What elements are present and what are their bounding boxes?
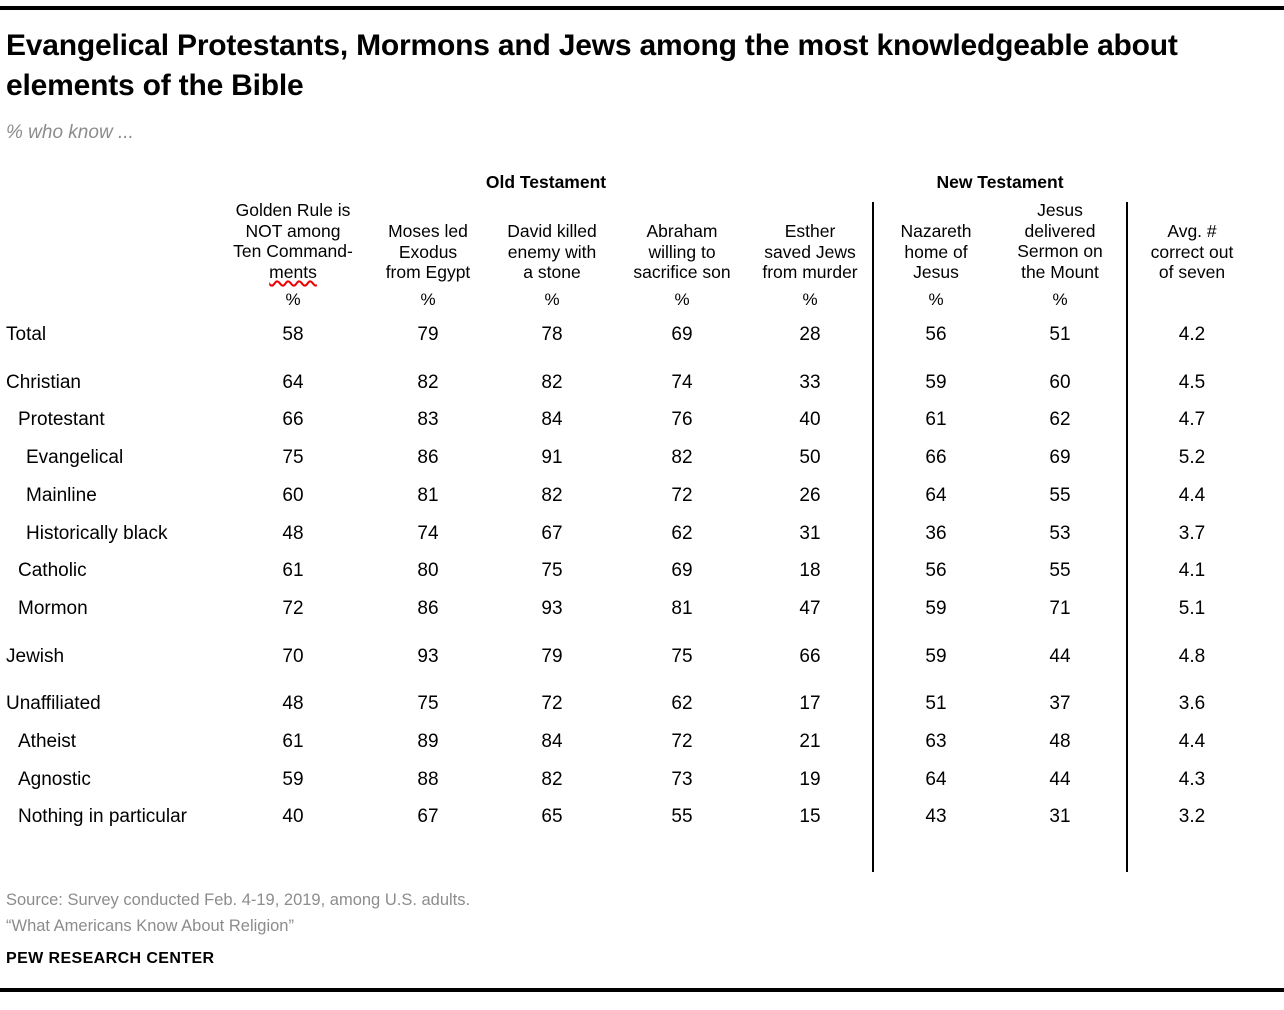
table-cell: 63 xyxy=(925,731,947,752)
table-row xyxy=(0,806,1284,834)
column-header-line: Golden Rule is xyxy=(235,200,351,220)
column-header-line: correct out xyxy=(1150,241,1234,262)
table-cell: 82 xyxy=(417,371,439,393)
table-cell: 61 xyxy=(282,560,304,582)
column-group-header-row xyxy=(0,170,1284,196)
column-header-line: Ten Command- xyxy=(233,241,353,262)
top-rule xyxy=(0,6,1284,10)
table-cell: 82 xyxy=(541,768,563,790)
row-label: Nothing in particular xyxy=(18,806,187,828)
table-cell: 55 xyxy=(1049,560,1071,582)
column-header-line: NOT among xyxy=(245,220,341,241)
table-cell: 65 xyxy=(541,806,563,828)
table-cell: 62 xyxy=(1049,409,1071,431)
table-cell: 59 xyxy=(925,371,947,393)
table-cell: 37 xyxy=(1049,693,1071,715)
table-cell: 56 xyxy=(925,560,947,582)
column-header-line: a stone xyxy=(523,262,581,283)
table-cell: 67 xyxy=(417,806,439,828)
row-label: Mormon xyxy=(18,597,88,619)
table-cell: 44 xyxy=(1049,645,1071,667)
table-cell: 67 xyxy=(541,522,563,544)
row-label: Unaffiliated xyxy=(6,693,101,715)
table-cell: 15 xyxy=(799,806,821,828)
table-cell: 66 xyxy=(925,447,947,469)
table-cell: 93 xyxy=(417,645,439,667)
table-cell: 61 xyxy=(925,409,947,431)
table-cell: 82 xyxy=(541,371,563,393)
footer-study: “What Americans Know About Religion” xyxy=(6,916,294,935)
bottom-rule xyxy=(0,988,1284,992)
table-cell: 66 xyxy=(282,409,304,431)
column-header-4 xyxy=(616,221,748,283)
table-cell: 59 xyxy=(282,768,304,790)
table-cell: 4.1 xyxy=(1178,560,1206,582)
table-row xyxy=(0,646,1284,674)
footer-source: Source: Survey conducted Feb. 4-19, 2019, among U.S. adults. xyxy=(6,891,471,909)
row-label: Total xyxy=(6,324,47,345)
column-unit-3: % xyxy=(544,290,560,309)
table-cell: 75 xyxy=(671,645,693,667)
column-header-2 xyxy=(368,221,488,283)
table-cell: 53 xyxy=(1049,522,1071,544)
table-cell: 48 xyxy=(1049,731,1071,752)
table-cell: 60 xyxy=(1049,371,1071,393)
table-cell: 3.2 xyxy=(1178,806,1206,828)
table-cell: 93 xyxy=(541,597,563,619)
table-row xyxy=(0,731,1284,759)
table-cell: 91 xyxy=(541,447,563,469)
column-header-line: Jesus xyxy=(913,262,959,283)
table-cell: 51 xyxy=(1049,324,1071,345)
column-header-line xyxy=(218,262,368,283)
table-cell: 74 xyxy=(417,522,439,544)
table-row xyxy=(0,598,1284,626)
table-cell: 69 xyxy=(671,560,693,582)
table-cell: 51 xyxy=(925,693,947,715)
column-header-line: Nazareth xyxy=(900,221,972,241)
table-cell: 4.4 xyxy=(1178,484,1206,506)
table-cell: 31 xyxy=(799,522,821,544)
column-unit-5: % xyxy=(802,290,818,309)
row-label: Catholic xyxy=(18,560,87,582)
unit-row xyxy=(0,290,1284,324)
table-cell: 86 xyxy=(417,447,439,469)
column-header-line: sacrifice son xyxy=(633,262,731,283)
table-cell: 75 xyxy=(541,560,563,582)
table-cell: 84 xyxy=(541,409,563,431)
column-unit-4: % xyxy=(674,290,690,309)
table-cell: 26 xyxy=(799,484,821,506)
table-cell: 48 xyxy=(282,522,304,544)
table-cell: 69 xyxy=(671,324,693,345)
column-header-line: the Mount xyxy=(1021,261,1099,282)
column-header-6 xyxy=(881,221,991,283)
table-cell: 74 xyxy=(671,371,693,393)
table-cell: 44 xyxy=(1049,768,1071,790)
table-cell: 43 xyxy=(925,806,947,828)
table-cell: 79 xyxy=(541,645,563,667)
table-cell: 64 xyxy=(925,768,947,790)
table-cell: 4.7 xyxy=(1178,409,1206,431)
row-label: Historically black xyxy=(26,522,168,544)
table-cell: 56 xyxy=(925,324,947,345)
table-cell: 62 xyxy=(671,522,693,544)
table-cell: 59 xyxy=(925,645,947,667)
table-cell: 64 xyxy=(925,484,947,506)
table-cell: 28 xyxy=(799,324,821,345)
table-cell: 64 xyxy=(282,371,304,393)
table-body xyxy=(0,324,1284,844)
column-header-line: Esther xyxy=(784,221,836,241)
table-cell: 72 xyxy=(671,484,693,506)
table-cell: 5.2 xyxy=(1178,447,1206,469)
column-header-line: Moses led xyxy=(388,221,468,241)
row-label: Agnostic xyxy=(18,768,91,790)
table-cell: 71 xyxy=(1049,597,1071,619)
table-cell: 83 xyxy=(417,409,439,431)
table-cell: 75 xyxy=(417,693,439,715)
table-cell: 4.2 xyxy=(1178,324,1206,345)
column-unit-2: % xyxy=(420,290,436,309)
table-cell: 60 xyxy=(282,484,304,506)
column-header-8 xyxy=(1136,221,1248,283)
row-label: Mainline xyxy=(26,484,97,506)
column-header-line: saved Jews xyxy=(764,241,856,262)
table-cell: 79 xyxy=(417,324,439,345)
group-label-old-testament: Old Testament xyxy=(485,172,607,192)
table-cell: 48 xyxy=(282,693,304,715)
column-header-line: Abraham xyxy=(646,221,718,241)
table-cell: 21 xyxy=(799,731,821,752)
table-cell: 82 xyxy=(541,484,563,506)
column-header-line: delivered xyxy=(1024,220,1096,241)
table-cell: 50 xyxy=(799,447,821,469)
column-header-line: enemy with xyxy=(507,241,597,262)
column-unit-6: % xyxy=(928,290,944,309)
column-header-line: Sermon on xyxy=(1017,241,1103,262)
table-cell: 5.1 xyxy=(1178,597,1206,619)
row-label: Christian xyxy=(6,371,81,393)
table-cell: 3.6 xyxy=(1178,693,1206,715)
column-header-1 xyxy=(218,200,368,283)
table-row xyxy=(0,523,1284,551)
table-cell: 17 xyxy=(799,693,821,715)
group-label-new-testament: New Testament xyxy=(936,172,1064,192)
column-header-line: from murder xyxy=(762,262,858,283)
table-cell: 47 xyxy=(799,597,821,619)
table-row xyxy=(0,447,1284,475)
page-title: Evangelical Protestants, Mormons and Jews among the most knowledgeable about elements of the Bible xyxy=(6,29,1178,103)
table-cell: 55 xyxy=(671,806,693,828)
table-cell: 18 xyxy=(799,560,821,582)
table-cell: 70 xyxy=(282,645,304,667)
footer-note xyxy=(6,888,470,939)
table-cell: 72 xyxy=(671,731,693,752)
table-cell: 59 xyxy=(925,597,947,619)
table-cell: 84 xyxy=(541,731,563,752)
table-row xyxy=(0,409,1284,437)
column-header-line: home of xyxy=(904,241,968,262)
column-header-line: Jesus xyxy=(1037,200,1083,220)
table-cell: 55 xyxy=(1049,484,1071,506)
footer-org: PEW RESEARCH CENTER xyxy=(6,950,215,967)
column-header-line: of seven xyxy=(1158,262,1226,283)
column-header-5 xyxy=(748,221,872,283)
table-cell: 62 xyxy=(671,693,693,715)
table-cell: 78 xyxy=(541,324,563,345)
row-label: Jewish xyxy=(6,645,65,667)
column-header-line: willing to xyxy=(648,241,716,262)
table-cell: 40 xyxy=(799,409,821,431)
column-unit-1: % xyxy=(285,290,301,309)
table-cell: 31 xyxy=(1049,806,1071,828)
table-cell: 33 xyxy=(799,371,821,393)
table-cell: 81 xyxy=(671,597,693,619)
column-unit-7: % xyxy=(1052,290,1068,309)
table-cell: 75 xyxy=(282,447,304,469)
table-cell: 86 xyxy=(417,597,439,619)
table-cell: 88 xyxy=(417,768,439,790)
table-row xyxy=(0,693,1284,721)
table-row xyxy=(0,560,1284,588)
table-row xyxy=(0,324,1284,352)
table-cell: 4.8 xyxy=(1178,645,1206,667)
column-header-row xyxy=(0,196,1284,290)
table-cell: 40 xyxy=(282,806,304,828)
page-subtitle: % who know ... xyxy=(6,122,134,143)
table-cell: 89 xyxy=(417,731,439,752)
column-header-line: Exodus xyxy=(398,241,458,262)
table-cell: 80 xyxy=(417,560,439,582)
table-cell: 4.3 xyxy=(1178,768,1206,790)
table-cell: 76 xyxy=(671,409,693,431)
table-cell: 58 xyxy=(282,324,304,345)
spellcheck-underlined-word: ments xyxy=(269,261,317,282)
column-header-7 xyxy=(998,200,1122,283)
column-header-line: from Egypt xyxy=(385,262,471,283)
table-cell: 4.4 xyxy=(1178,731,1206,752)
table-row xyxy=(0,485,1284,513)
data-table xyxy=(0,170,1284,844)
row-label: Evangelical xyxy=(26,447,124,469)
column-header-3 xyxy=(490,221,614,283)
table-cell: 82 xyxy=(671,447,693,469)
table-cell: 72 xyxy=(282,597,304,619)
column-header-line: David killed xyxy=(507,221,597,241)
table-cell: 61 xyxy=(282,731,304,752)
table-cell: 69 xyxy=(1049,447,1071,469)
table-cell: 19 xyxy=(799,768,821,790)
table-cell: 4.5 xyxy=(1178,371,1206,393)
row-label: Atheist xyxy=(18,731,77,752)
column-header-line: Avg. # xyxy=(1167,221,1217,241)
table-cell: 81 xyxy=(417,484,439,506)
table-cell: 36 xyxy=(925,522,947,544)
table-row xyxy=(0,769,1284,797)
table-row xyxy=(0,372,1284,400)
table-cell: 66 xyxy=(799,645,821,667)
row-label: Protestant xyxy=(18,409,105,431)
table-cell: 72 xyxy=(541,693,563,715)
table-cell: 3.7 xyxy=(1178,522,1206,544)
table-cell: 73 xyxy=(671,768,693,790)
